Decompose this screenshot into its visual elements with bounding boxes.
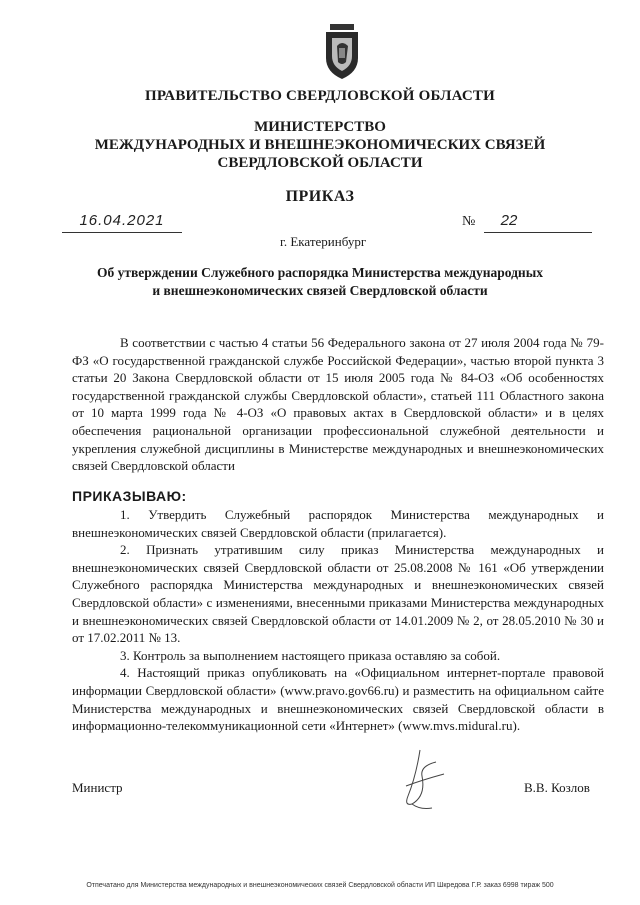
ministry-line: МЕЖДУНАРОДНЫХ И ВНЕШНЕЭКОНОМИЧЕСКИХ СВЯЗЕЙ xyxy=(94,137,546,153)
title-line: Об утверждении Служебного распорядка Министерства международных xyxy=(96,265,544,280)
order-word: ПРИКАЗЫВАЮ: xyxy=(72,488,187,504)
number-underline xyxy=(484,232,592,233)
order-item: 4. Настоящий приказ опубликовать на «Официальном интернет-портале правовой информации Свердловской области» (www.pravo.gov66.ru) и разместить на официальном сайте Министерства международных и внешнеэкономических связей Свердловской области в информационно-телекоммуникационной сети «Интернет» (www.mvs.midural.ru). xyxy=(72,665,604,734)
handwritten-signature xyxy=(386,746,456,816)
preamble-paragraph: В соответствии с частью 4 статьи 56 Федерального закона от 27 июля 2004 года № 79-ФЗ «О государственной гражданской службе Российской Федерации», частью второй пункта 3 статьи 20 Закона Свердловской области от 15 июля 2005 года № 84-ОЗ «Об особенностях государственной гражданской службы Свердловской области», статьей 111 Областного закона от 10 марта 1999 года № 4-ОЗ «О правовых актах в Свердловской области» и в целях обеспечения рациональной организации профессиональной служебной деятельности и укрепления служебной дисциплины в Министерстве международных и внешнеэкономических связей Свердловской области xyxy=(72,335,604,474)
print-footer: Отпечатано для Министерства международных и внешнеэкономических связей Свердловской области ИП Шкредова Г.Р. заказ 6998 тираж 500 xyxy=(86,882,554,889)
number-label: № xyxy=(462,214,476,229)
coat-of-arms-emblem xyxy=(322,24,362,80)
order-item: 2. Признать утратившим силу приказ Министерства международных и внешнеэкономических связей Свердловской области от 25.08.2008 № 161 «Об утверждении Служебного распорядка Министерства международных и внешнеэкономических связей Свердловской области» с изменениями, внесенными приказами Министерства международных и внешнеэкономических связей Свердловской области от 14.01.2009 № 2, от 28.05.2010 № 30 и от 17.02.2011 № 13. xyxy=(72,542,604,646)
signatory-position: Министр xyxy=(72,780,123,795)
title-line: и внешнеэкономических связей Свердловской области xyxy=(152,283,488,298)
order-item: 1. Утвердить Служебный распорядок Министерства международных и внешнеэкономических связей Свердловской области (прилагается). xyxy=(72,507,604,540)
date-underline xyxy=(62,232,182,233)
order-items xyxy=(72,506,604,735)
order-item: 3. Контроль за выполнением настоящего приказа оставляю за собой. xyxy=(120,647,501,663)
order-number: 22 xyxy=(500,212,518,229)
government-heading: ПРАВИТЕЛЬСТВО СВЕРДЛОВСКОЙ ОБЛАСТИ xyxy=(145,88,495,104)
document-type: ПРИКАЗ xyxy=(285,188,355,205)
order-date: 16.04.2021 xyxy=(79,212,165,229)
document-title xyxy=(0,264,640,300)
ministry-line: МИНИСТЕРСТВО xyxy=(254,119,386,135)
ministry-heading xyxy=(0,118,640,172)
city: г. Екатеринбург xyxy=(280,234,367,249)
ministry-line: СВЕРДЛОВСКОЙ ОБЛАСТИ xyxy=(217,155,423,171)
signatory-name: В.В. Козлов xyxy=(524,780,590,795)
